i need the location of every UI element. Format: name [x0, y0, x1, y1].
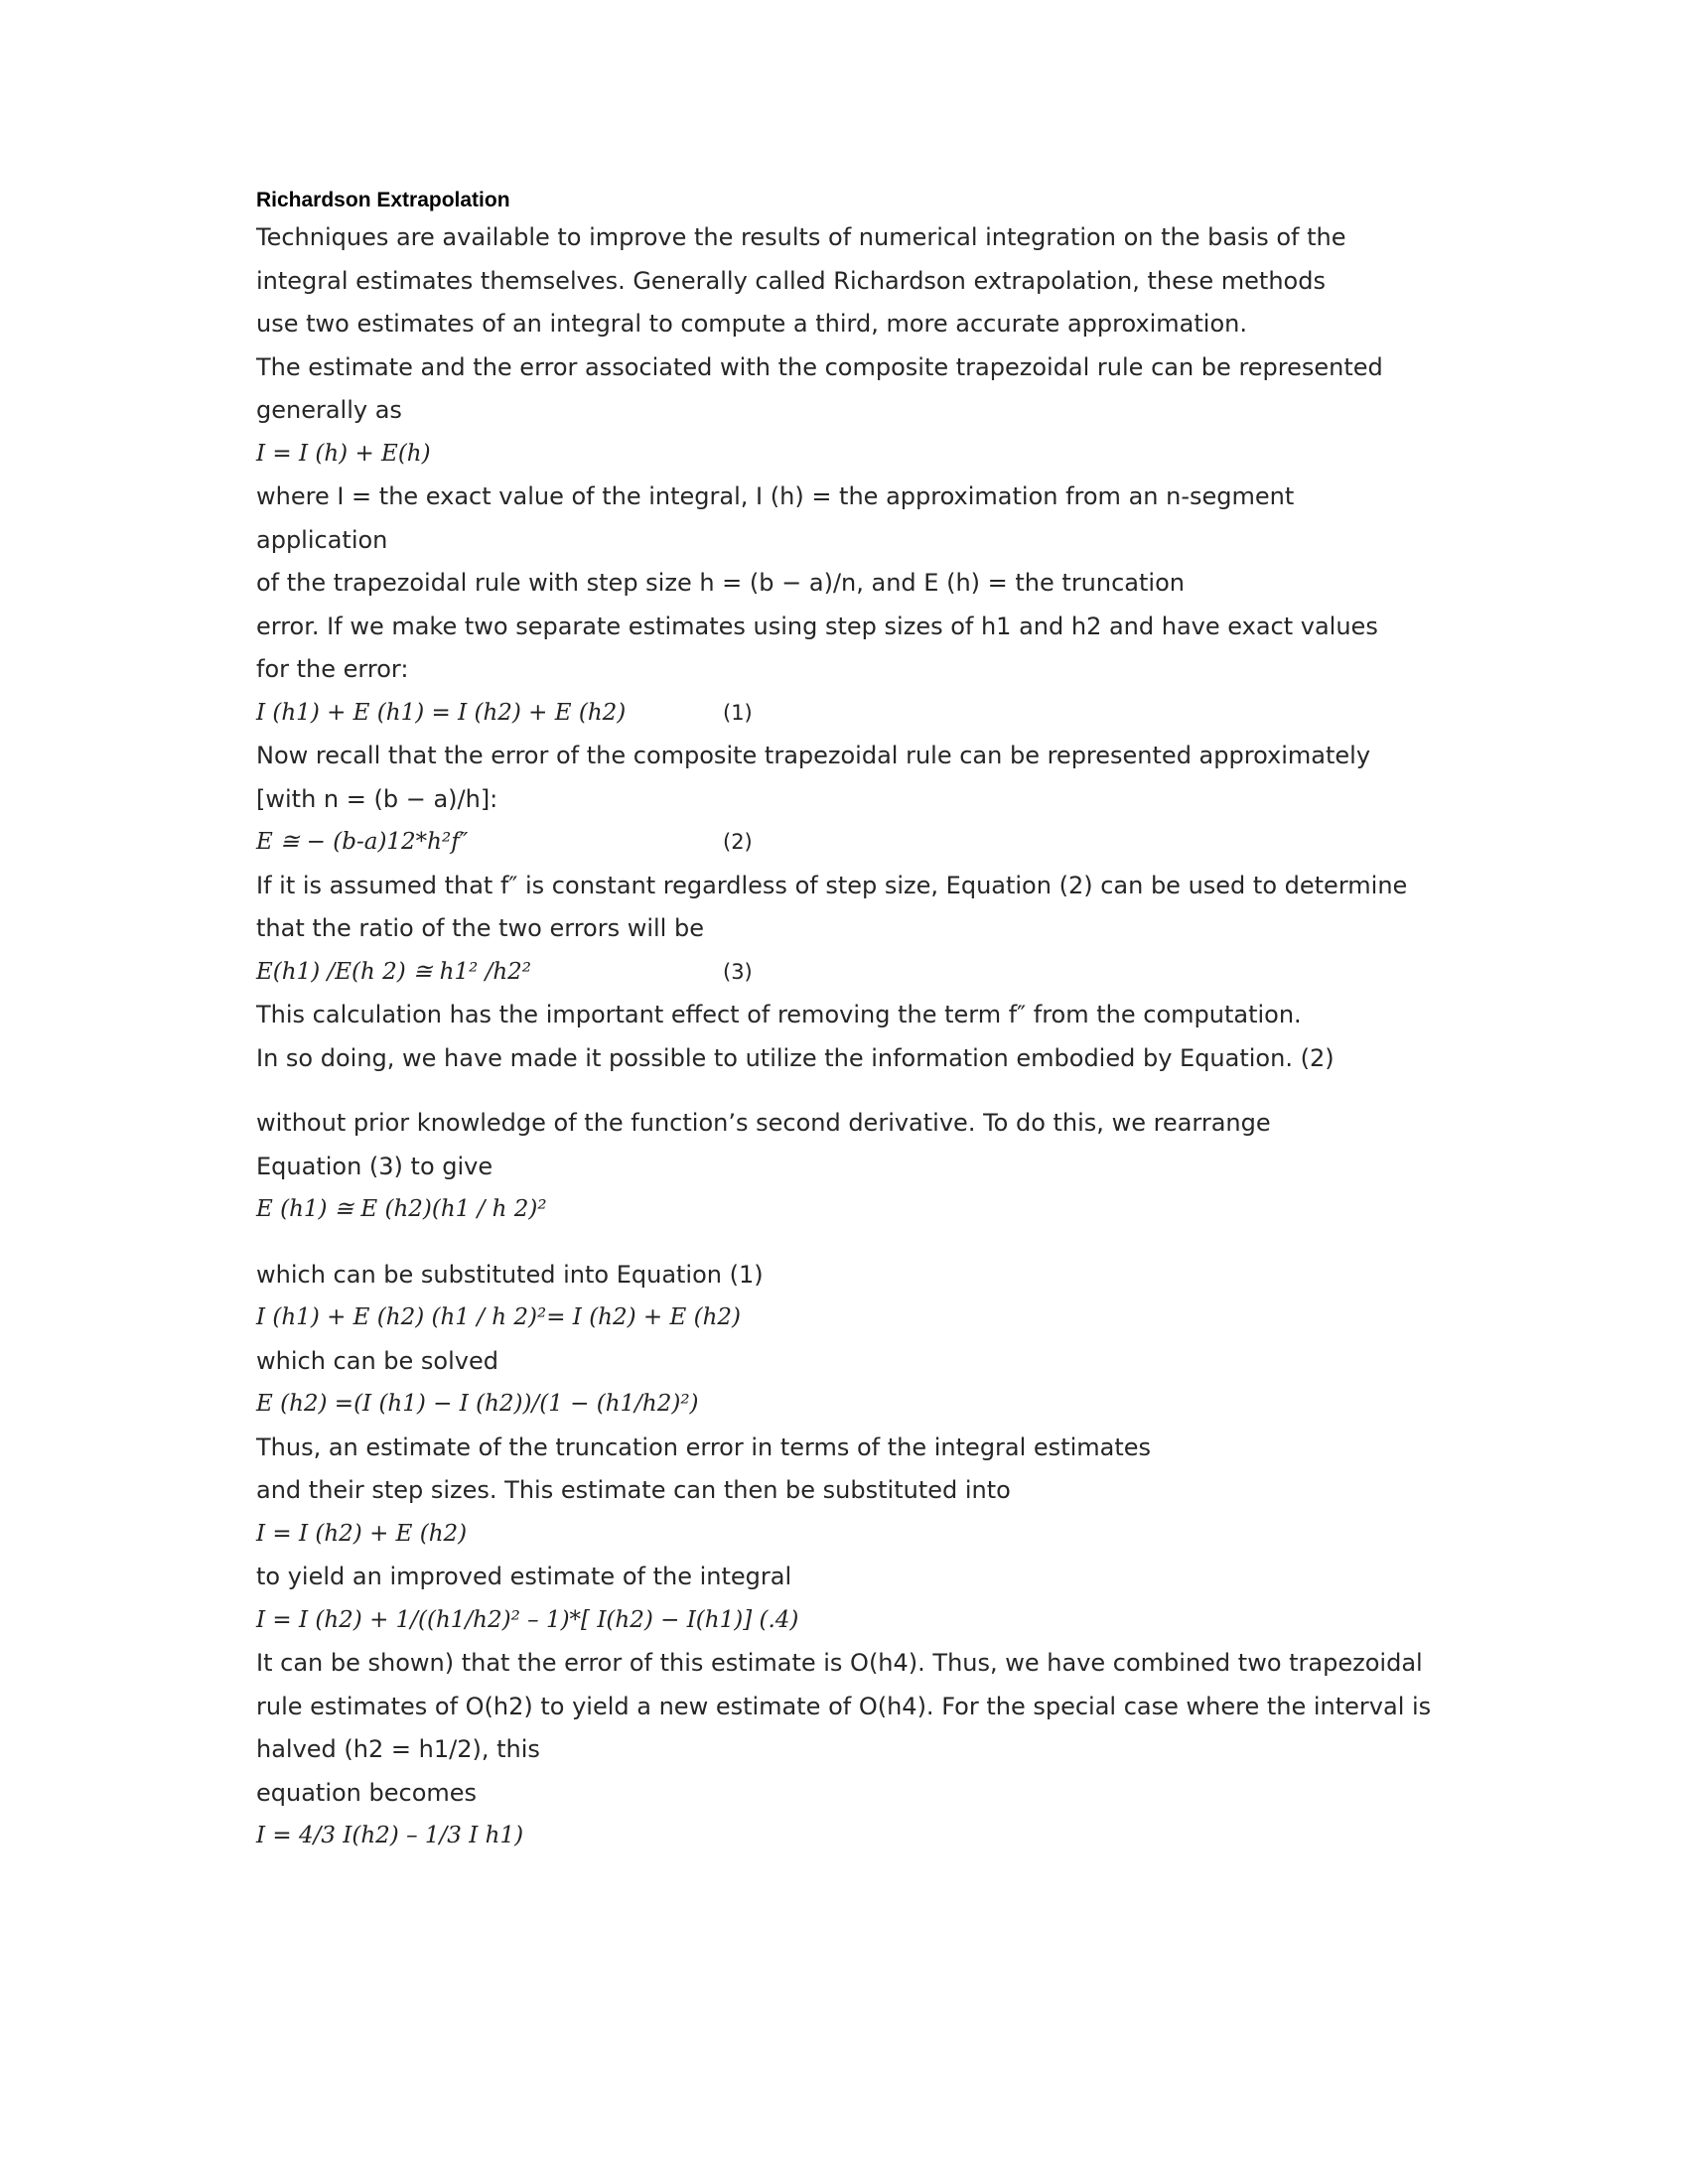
equation-text: E(h1) /E(h 2) ≅ h1² /h2² — [256, 958, 532, 985]
equation-text: I (h1) + E (h1) = I (h2) + E (h2) — [256, 699, 627, 726]
equation-1 — [256, 692, 1448, 736]
paragraph-line: Now recall that the error of the composite trapezoidal rule can be represented approximately — [256, 742, 1371, 769]
paragraph-gap — [256, 1080, 1448, 1102]
equation-line: I = 4/3 I(h2) – 1/3 I h1) — [256, 1823, 524, 1848]
paragraph-line: rule estimates of O(h2) to yield a new estimate of O(h4). For the special case where the interval is — [256, 1692, 1432, 1720]
paragraph-line: The estimate and the error associated with the composite trapezoidal rule can be represented — [256, 352, 1383, 381]
section-heading: Richardson Extrapolation — [256, 189, 510, 211]
paragraph-line: Equation (3) to give — [256, 1152, 493, 1180]
equation-2 — [256, 821, 1448, 865]
paragraph-line: [with n = (b − a)/h]: — [256, 784, 498, 813]
equation-line: I = I (h) + E(h) — [256, 440, 431, 467]
paragraph-line: which can be solved — [256, 1346, 498, 1375]
paragraph-line: Techniques are available to improve the results of numerical integration on the basis of the — [256, 223, 1346, 251]
paragraph-line: for the error: — [256, 655, 409, 683]
equation-line: E (h1) ≅ E (h2)(h1 / h 2)² — [256, 1196, 547, 1222]
paragraph-line: of the trapezoidal rule with step size h = (b − a)/n, and E (h) = the truncation — [256, 569, 1185, 597]
paragraph-line: It can be shown) that the error of this estimate is O(h4). Thus, we have combined two trapezoidal — [256, 1649, 1423, 1677]
equation-text: E ≅ − (b-a)12*h²f″ — [256, 829, 469, 855]
equation-number: (1) — [723, 700, 753, 725]
paragraph-line: In so doing, we have made it possible to utilize the information embodied by Equation. (2) — [256, 1043, 1335, 1072]
paragraph-line: error. If we make two separate estimates using step sizes of h1 and h2 and have exact values — [256, 612, 1378, 640]
paragraph-line: which can be substituted into Equation (1) — [256, 1260, 764, 1289]
paragraph-line: halved (h2 = h1/2), this — [256, 1735, 540, 1763]
paragraph-line: without prior knowledge of the function’s second derivative. To do this, we rearrange — [256, 1109, 1271, 1137]
equation-number: (3) — [723, 959, 753, 984]
paragraph-line: application — [256, 525, 388, 554]
paragraph-line: If it is assumed that f″ is constant regardless of step size, Equation (2) can be used to determine — [256, 871, 1408, 899]
paragraph-line: This calculation has the important effect of removing the term f″ from the computation. — [256, 1001, 1302, 1028]
paragraph-line: generally as — [256, 396, 402, 424]
equation-line: I = I (h2) + E (h2) — [256, 1520, 468, 1547]
equation-4: I = I (h2) + 1/((h1/h2)² – 1)*[ I(h2) − I(h1)] (.4) — [256, 1606, 799, 1633]
equation-line: I (h1) + E (h2) (h1 / h 2)²= I (h2) + E (h2) — [256, 1304, 741, 1330]
paragraph-line: and their step sizes. This estimate can then be substituted into — [256, 1476, 1011, 1504]
equation-line: E (h2) =(I (h1) − I (h2))/(1 − (h1/h2)²) — [256, 1391, 699, 1417]
paragraph-line: where I = the exact value of the integral, I (h) = the approximation from an n-segment — [256, 482, 1295, 510]
paragraph-gap — [256, 1232, 1448, 1254]
equation-3 — [256, 951, 1448, 995]
document-page — [256, 185, 1448, 1858]
paragraph-line: integral estimates themselves. Generally called Richardson extrapolation, these methods — [256, 266, 1326, 295]
equation-number: (2) — [723, 830, 753, 854]
paragraph-line: use two estimates of an integral to compute a third, more accurate approximation. — [256, 310, 1247, 338]
paragraph-line: Thus, an estimate of the truncation error in terms of the integral estimates — [256, 1433, 1152, 1461]
paragraph-line: equation becomes — [256, 1778, 478, 1807]
paragraph-line: to yield an improved estimate of the integral — [256, 1563, 792, 1590]
paragraph-line: that the ratio of the two errors will be — [256, 914, 704, 942]
